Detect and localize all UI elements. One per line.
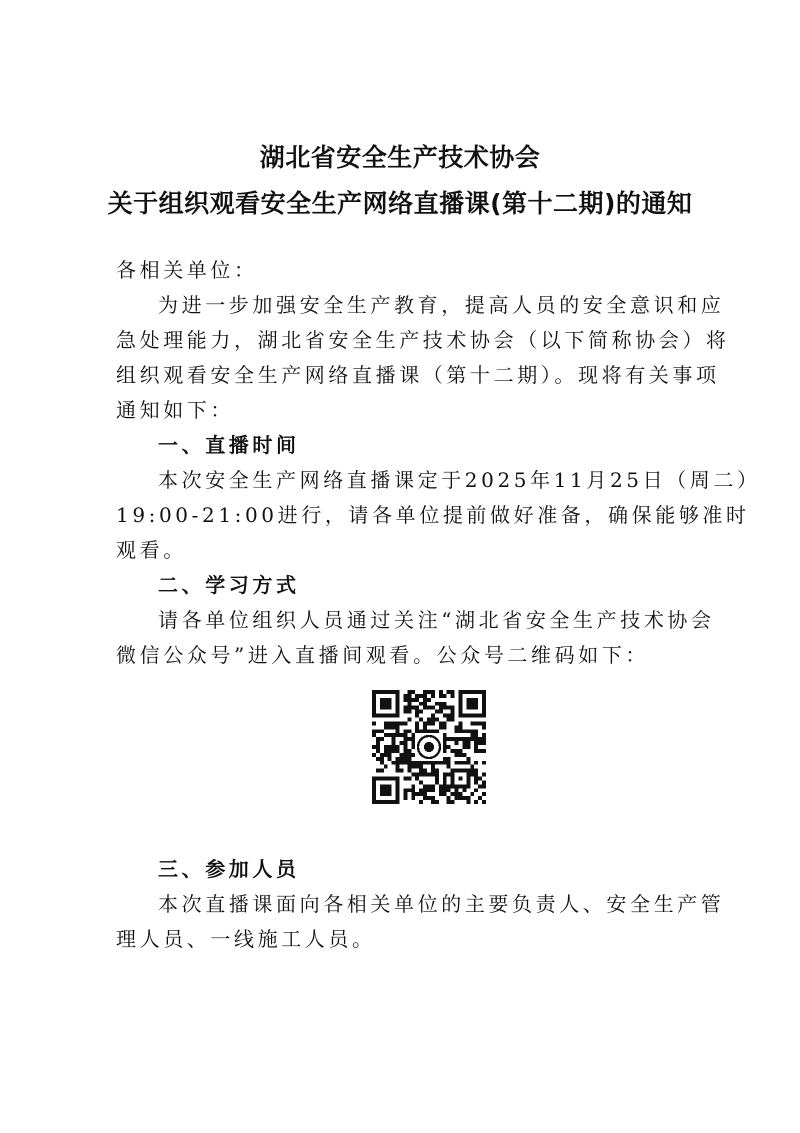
section1-line-1: 本次安全生产网络直播课定于2025年11月25日（周二） [158, 468, 761, 492]
section1-line-2: 19:00-21:00进行，请各单位提前做好准备，确保能够准时 [116, 503, 750, 527]
document-title-line2: 关于组织观看安全生产网络直播课(第十二期)的通知 [107, 189, 693, 218]
section1-heading: 一、直播时间 [158, 433, 300, 457]
section3-line-1: 本次直播课面向各相关单位的主要负责人、安全生产管 [158, 892, 725, 916]
intro-line-2: 急处理能力，湖北省安全生产技术协会（以下简称协会）将 [116, 328, 730, 352]
intro-line-3: 组织观看安全生产网络直播课（第十二期）。现将有关事项 [116, 363, 720, 387]
intro-line-4: 通知如下： [116, 398, 234, 422]
section2-line-1: 请各单位组织人员通过关注“湖北省安全生产技术协会 [158, 608, 715, 632]
qr-code-icon [372, 690, 486, 804]
section2-line-2: 微信公众号”进入直播间观看。公众号二维码如下： [116, 643, 650, 667]
intro-line-1: 为进一步加强安全生产教育，提高人员的安全意识和应 [158, 293, 725, 317]
section1-line-3: 观看。 [116, 538, 187, 562]
document-title-line1: 湖北省安全生产技术协会 [259, 143, 541, 172]
section3-heading: 三、参加人员 [158, 857, 300, 881]
salutation: 各相关单位： [116, 258, 258, 282]
section2-heading: 二、学习方式 [158, 573, 300, 597]
section3-line-2: 理人员、一线施工人员。 [116, 927, 376, 951]
